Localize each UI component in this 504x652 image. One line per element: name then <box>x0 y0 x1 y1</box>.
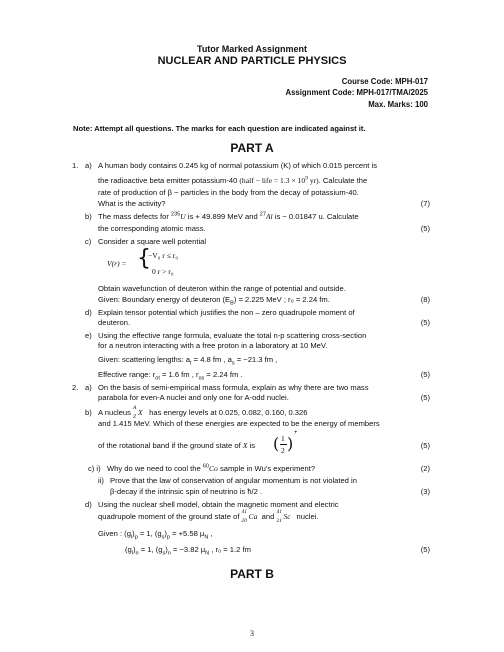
q2a-marks: (5) <box>420 393 430 402</box>
assignment-code: Assignment Code: MPH-017/TMA/2025 <box>285 88 428 97</box>
q1-number: 1. <box>72 161 79 170</box>
instructions-note: Note: Attempt all questions. The marks for each question are indicated against it. <box>73 124 366 133</box>
q2d-line1: Using the nuclear shell model, obtain the magnetic moment and electric <box>98 500 339 509</box>
q1a-label: a) <box>85 161 92 170</box>
q2b-line1: A nucleus A Z X has energy levels at 0.025, 0.082, 0.160, 0.326 <box>98 405 308 420</box>
q1c-line3: Given: Boundary energy of deuteron $(E_B) = 2.225$ MeV ; r₀ = 2.24 fm. <box>98 295 330 307</box>
brace-icon: { <box>137 246 151 271</box>
q2d-label: d) <box>85 500 92 509</box>
ca-41-symbol: 41 20 Ca <box>241 509 258 524</box>
q1a-line2-text: the radioactive beta emitter potassium-40 <box>98 176 240 185</box>
spin-fraction: ( 1 2 ) + <box>273 430 298 455</box>
potential-case-inside: −V₀ r ≤ r₀ <box>148 251 178 260</box>
q1b-marks: (5) <box>420 224 430 233</box>
q1e-line2: for a neutron interacting with a free proton in a laboratory at 10 MeV. <box>98 341 328 350</box>
q2ci-marks: (2) <box>420 464 430 473</box>
q2cii-line2: β-decay if the intrinsic spin of neutrino is ħ/2 . <box>110 487 263 496</box>
max-marks: Max. Marks: 100 <box>368 100 428 109</box>
q2cii-label: ii) <box>98 476 104 485</box>
q1d-line2: deuteron. <box>98 318 131 327</box>
q2b-line2: and 1.415 MeV. Which of these energies are expected to be the energy of members <box>98 419 380 428</box>
part-b-heading: PART B <box>230 567 274 581</box>
q1b-line1: The mass defects for $^{235}$U is + 49.899 MeV and $^{27}$Al is − 0.01847 u. Calculate <box>98 211 359 221</box>
q2a-line1: On the basis of semi-empirical mass formula, explain as why there are two mass <box>98 383 369 392</box>
part-a-heading: PART A <box>230 141 274 155</box>
q1e-label: e) <box>85 331 92 340</box>
q2d-marks: (5) <box>420 545 430 554</box>
q2a-label: a) <box>85 383 92 392</box>
q1a-marks: (7) <box>420 199 430 208</box>
q1c-label: c) <box>85 237 92 246</box>
q2a-line2: parabola for even-A nuclei and only one for A-odd nuclei. <box>98 393 289 402</box>
q1d-label: d) <box>85 308 92 317</box>
q1d-line1: Explain tensor potential which justifies the non – zero quadrupole moment of <box>98 308 355 317</box>
page-number: 3 <box>250 629 254 638</box>
sc-41-symbol: 41 21 Sc <box>276 509 291 524</box>
q2d-given-neutron: $(g_l)_n = 1$, $(g_s)_n = -3.82$ $\mu_N$ , r₀ = 1.2 fm <box>125 545 251 557</box>
q1b-label: b) <box>85 212 92 221</box>
course-code: Course Code: MPH-017 <box>341 77 428 86</box>
q1c-line1: Consider a square well potential <box>98 237 207 246</box>
q2b-marks: (5) <box>420 441 430 450</box>
q2b-line3: of the rotational band if the ground state of X is <box>98 441 256 450</box>
q1a-line3: rate of production of β − particles in the body from the decay of potassium-40. <box>98 188 359 197</box>
q1e-line1: Using the effective range formula, evaluate the total n-p scattering cross-section <box>98 331 367 340</box>
q1d-marks: (5) <box>420 318 430 327</box>
q2d-line2: quadrupole moment of the ground state of 41 20 Ca and 41 21 Sc nuclei. <box>98 509 319 524</box>
q2d-given-proton: Given : $(g_l)_p = 1$, $(g_s)_p = +5.58$ $\mu_N$ , <box>98 529 213 541</box>
q1e-line4: Effective range: $r_{ot} = 1.6$ fm , $r_{os} = 2.24$ fm . <box>98 370 243 382</box>
q1c-line2: Obtain wavefunction of deuteron within the range of potential and outside. <box>98 284 346 293</box>
assignment-title: Tutor Marked Assignment <box>196 44 307 54</box>
q2-number: 2. <box>72 383 79 392</box>
q1c-marks: (8) <box>420 295 430 304</box>
q2ci-label: c) i) <box>88 464 101 473</box>
q1a-line1: A human body contains 0.245 kg of normal potassium (K) of which 0.015 percent is <box>98 161 378 170</box>
q1a-line2: the radioactive beta emitter potassium-40 (half − life = $1.3 \times 10^9$ yr). Calculate the <box>98 175 368 185</box>
q2cii-line1: Prove that the law of conservation of angular momentum is not violated in <box>110 476 357 485</box>
q1a-halflife: (half − life = $1.3 \times 10^9$ yr) <box>239 175 319 185</box>
q1b-line2: the corresponding atomic mass. <box>98 224 206 233</box>
q1e-line3: Given: scattering lengths: $a_t = 4.8$ fm , $a_s = -21.3$ fm , <box>98 355 278 367</box>
course-title: NUCLEAR AND PARTICLE PHYSICS <box>157 55 347 67</box>
nucleus-symbol: A Z X <box>133 405 143 420</box>
q2ci-line1: Why do we need to cool the $^{60}$Co sample in Wu’s experiment? <box>107 463 316 473</box>
q2b-label: b) <box>85 408 92 417</box>
potential-case-outside: 0 r > r₀ <box>152 267 174 276</box>
q1a-line4: What is the activity? <box>98 199 166 208</box>
q2cii-marks: (3) <box>420 487 430 496</box>
potential-function: V(r) = <box>107 259 127 268</box>
q1e-marks: (5) <box>420 370 430 379</box>
